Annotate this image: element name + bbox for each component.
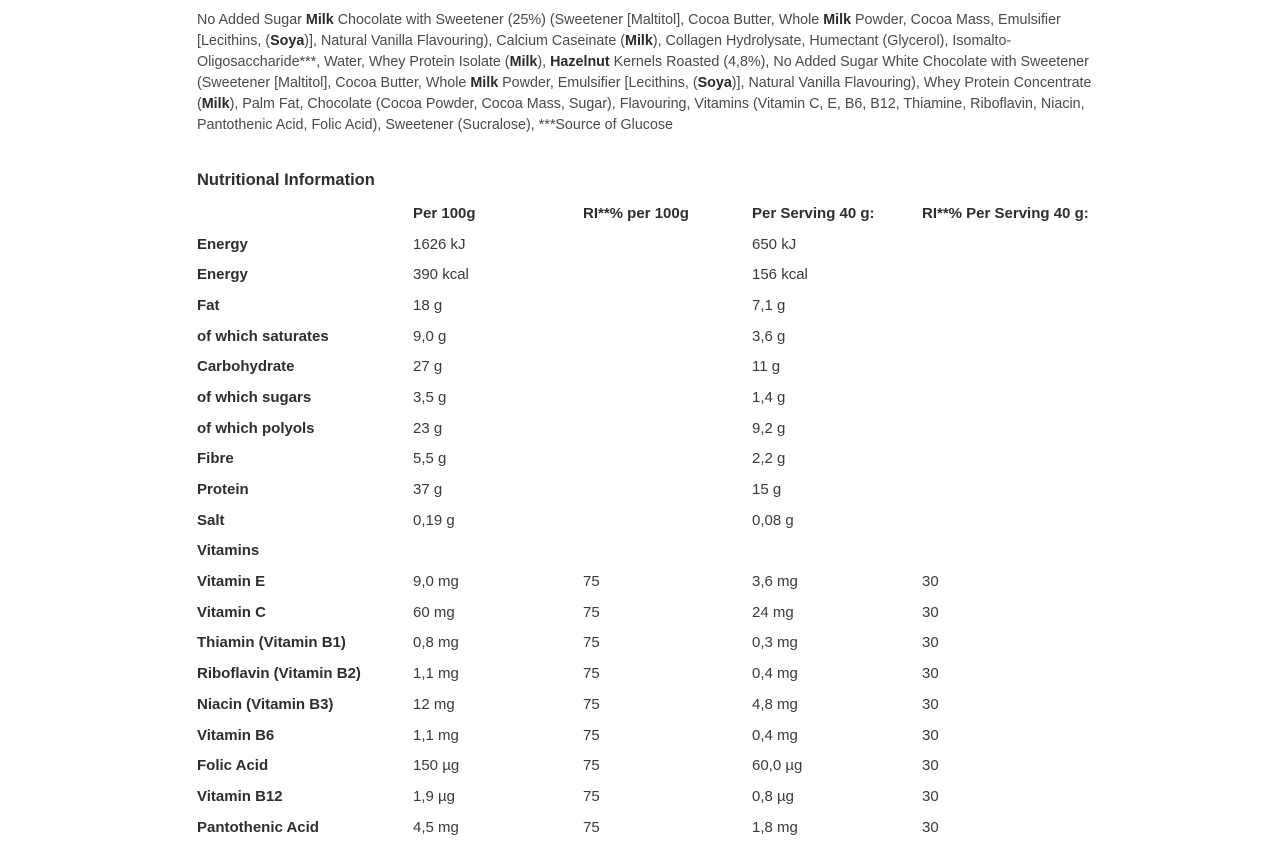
header-ri-per-100g: RI**% per 100g (583, 204, 689, 222)
ri-per-serving-value (922, 290, 1122, 321)
ri-per-serving-value: 30 (922, 726, 939, 744)
table-row (197, 566, 1122, 597)
ri-per-100g-value: 75 (583, 757, 600, 775)
allergen-highlight: Soya (270, 33, 305, 49)
per-serving-value: 11 g (752, 358, 781, 376)
nutrient-name: of which sugars (197, 388, 312, 406)
ingredients-segment: ), (537, 54, 551, 70)
ri-per-serving-value: 30 (922, 818, 939, 836)
table-row (197, 351, 1122, 382)
per-serving-value: 3,6 mg (752, 573, 798, 591)
per-serving-value: 0,08 g (752, 511, 794, 529)
ingredients-segment: ), Palm Fat, Chocolate (Cocoa Powder, Cocoa Mass, Sugar), Flavouring, Vitamins (Vitamin C, E, B6, B12, Thiamine, Riboflavin, Niacin, Pantothenic Acid, Folic Acid), Sweetener (Sucralose), ***Source of Glucose (197, 96, 1085, 133)
nutrient-name: Vitamins (197, 542, 260, 560)
per-100g-value: 23 g (413, 419, 443, 437)
table-row (197, 382, 1122, 413)
ri-per-100g-value: 75 (583, 634, 600, 652)
per-serving-value: 3,6 g (752, 327, 786, 345)
ingredients-segment: Powder, Emulsifier [Lecithins, ( (498, 75, 698, 91)
per-100g-value: 60 mg (413, 603, 455, 621)
per-100g-value: 9,0 mg (413, 573, 459, 591)
ri-per-100g-value: 75 (583, 573, 600, 591)
per-serving-value: 0,3 mg (752, 634, 798, 652)
per-100g-value: 3,5 g (413, 388, 447, 406)
per-100g-value: 150 µg (413, 757, 460, 775)
table-row (197, 750, 1122, 781)
table-row (197, 444, 1122, 475)
nutrient-name: Fibre (197, 450, 234, 468)
table-row (197, 689, 1122, 720)
per-serving-value: 1,4 g (752, 388, 786, 406)
ri-per-100g-value (583, 413, 752, 444)
table-row (197, 413, 1122, 444)
per-serving-value: 7,1 g (752, 296, 786, 314)
table-row (197, 658, 1122, 689)
table-row (197, 536, 1122, 567)
allergen-highlight: Milk (201, 96, 230, 112)
allergen-highlight: Milk (509, 54, 538, 70)
ri-per-100g-value (583, 321, 752, 352)
ri-per-100g-value (583, 290, 752, 321)
ri-per-serving-value: 30 (922, 665, 939, 683)
table-row (197, 720, 1122, 751)
per-100g-value (413, 536, 583, 567)
ri-per-serving-value: 30 (922, 695, 939, 713)
ri-per-100g-value (583, 382, 752, 413)
ri-per-serving-value (922, 536, 1122, 567)
ingredients-segment: )], Natural Vanilla Flavouring), Whey Protein Concentrate ( (197, 75, 1092, 112)
ingredients-segment: No Added Sugar (197, 12, 306, 28)
per-100g-value: 1,1 mg (413, 665, 459, 683)
per-serving-value: 1,8 mg (752, 818, 798, 836)
nutrient-name: Vitamin E (197, 573, 266, 591)
per-serving-value: 15 g (752, 481, 782, 499)
per-serving-value: 650 kJ (752, 235, 797, 253)
table-row (197, 321, 1122, 352)
ri-per-100g-value: 75 (583, 818, 600, 836)
allergen-highlight: Milk (625, 33, 653, 49)
ri-per-serving-value: 30 (922, 603, 939, 621)
nutrient-name: Vitamin B12 (197, 787, 283, 805)
per-serving-value: 156 kcal (752, 266, 808, 284)
ingredients-text (197, 10, 1127, 136)
nutrient-name: Folic Acid (197, 757, 269, 775)
nutrient-name: Protein (197, 481, 249, 499)
ri-per-serving-value (922, 321, 1122, 352)
ri-per-serving-value (922, 505, 1122, 536)
table-row (197, 597, 1122, 628)
per-100g-value: 1626 kJ (413, 235, 466, 253)
allergen-highlight: Soya (697, 75, 732, 91)
per-100g-value: 37 g (413, 481, 443, 499)
table-row (197, 505, 1122, 536)
per-serving-value: 9,2 g (752, 419, 786, 437)
ri-per-serving-value (922, 474, 1122, 505)
ingredients-segment: Powder, Cocoa Mass, Emulsifier [Lecithins, ( (197, 12, 1061, 49)
per-serving-value: 2,2 g (752, 450, 786, 468)
per-100g-value: 12 mg (413, 695, 455, 713)
nutrient-name: Carbohydrate (197, 358, 295, 376)
ri-per-100g-value (583, 351, 752, 382)
per-100g-value: 1,9 µg (413, 787, 456, 805)
ri-per-100g-value: 75 (583, 787, 600, 805)
ri-per-100g-value (583, 259, 752, 290)
per-serving-value (752, 536, 922, 567)
allergen-highlight: Milk (823, 12, 852, 28)
ri-per-100g-value (583, 505, 752, 536)
ri-per-serving-value (922, 259, 1122, 290)
ri-per-100g-value (583, 536, 752, 567)
per-serving-value: 24 mg (752, 603, 794, 621)
nutrition-header-row (197, 198, 1122, 229)
nutrient-name: Riboflavin (Vitamin B2) (197, 665, 361, 683)
table-row (197, 229, 1122, 260)
ingredients-segment: Chocolate with Sweetener (25%) (Sweetener [Maltitol], Cocoa Butter, Whole (333, 12, 824, 28)
table-row (197, 474, 1122, 505)
ri-per-serving-value: 30 (922, 787, 939, 805)
ri-per-serving-value: 30 (922, 634, 939, 652)
nutrient-name: Pantothenic Acid (197, 818, 319, 836)
ingredients-segment: Kernels Roasted (4,8%), No Added Sugar White Chocolate with Sweetener (Sweetener [Maltitol], Cocoa Butter, Whole (197, 54, 1089, 91)
per-serving-value: 0,4 mg (752, 726, 798, 744)
per-100g-value: 0,19 g (413, 511, 455, 529)
table-row (197, 290, 1122, 321)
nutrition-title: Nutritional Information (197, 171, 375, 189)
ri-per-serving-value: 30 (922, 757, 939, 775)
nutrition-table-body (197, 229, 1122, 843)
ri-per-serving-value: 30 (922, 573, 939, 591)
allergen-highlight: Milk (305, 12, 334, 28)
per-serving-value: 4,8 mg (752, 695, 798, 713)
per-100g-value: 27 g (413, 358, 443, 376)
per-serving-value: 0,4 mg (752, 665, 798, 683)
ingredients-segment: ), Collagen Hydrolysate, Humectant (Glycerol), Isomalto-Oligosaccharide***, Water, Whey Protein Isolate ( (197, 33, 1012, 70)
ingredients-segment: )], Natural Vanilla Flavouring), Calcium Caseinate ( (304, 33, 626, 49)
nutrient-name: of which polyols (197, 419, 315, 437)
nutrient-name: Niacin (Vitamin B3) (197, 695, 334, 713)
nutrient-name: Vitamin B6 (197, 726, 275, 744)
ri-per-serving-value (922, 413, 1122, 444)
ri-per-100g-value: 75 (583, 603, 600, 621)
per-100g-value: 4,5 mg (413, 818, 459, 836)
ri-per-100g-value: 75 (583, 665, 600, 683)
ri-per-100g-value (583, 444, 752, 475)
allergen-highlight: Hazelnut (550, 54, 610, 70)
per-serving-value: 0,8 µg (752, 787, 795, 805)
ri-per-100g-value (583, 229, 752, 260)
table-row (197, 812, 1122, 843)
ri-per-serving-value (922, 351, 1122, 382)
per-100g-value: 18 g (413, 296, 443, 314)
ri-per-serving-value (922, 444, 1122, 475)
header-per-serving: Per Serving 40 g: (752, 204, 875, 222)
nutrient-name: Salt (197, 511, 225, 529)
table-row (197, 781, 1122, 812)
table-row (197, 628, 1122, 659)
nutrient-name: Vitamin C (197, 603, 266, 621)
per-serving-value: 60,0 µg (752, 757, 803, 775)
header-ri-per-serving: RI**% Per Serving 40 g: (922, 204, 1089, 222)
nutrient-name: of which saturates (197, 327, 329, 345)
ri-per-100g-value: 75 (583, 726, 600, 744)
nutrition-table (197, 198, 1122, 842)
ri-per-serving-value (922, 382, 1122, 413)
per-100g-value: 390 kcal (413, 266, 469, 284)
header-nutrient (197, 198, 413, 229)
nutrient-name: Energy (197, 235, 248, 253)
per-100g-value: 9,0 g (413, 327, 447, 345)
per-100g-value: 1,1 mg (413, 726, 459, 744)
ri-per-100g-value (583, 474, 752, 505)
nutrient-name: Energy (197, 266, 248, 284)
ri-per-100g-value: 75 (583, 695, 600, 713)
table-row (197, 259, 1122, 290)
nutrient-name: Fat (197, 296, 220, 314)
nutrient-name: Thiamin (Vitamin B1) (197, 634, 346, 652)
header-per-100g: Per 100g (413, 204, 476, 222)
ri-per-serving-value (922, 229, 1122, 260)
per-100g-value: 5,5 g (413, 450, 447, 468)
allergen-highlight: Milk (470, 75, 499, 91)
per-100g-value: 0,8 mg (413, 634, 459, 652)
